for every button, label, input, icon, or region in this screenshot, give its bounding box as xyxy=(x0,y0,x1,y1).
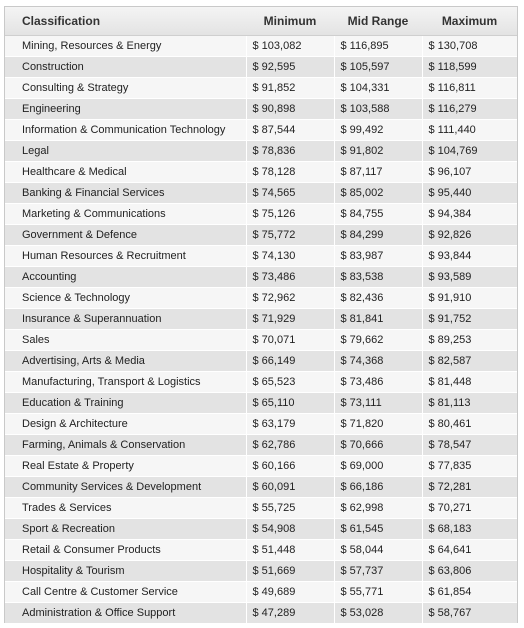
mid-range-cell: $ 73,111 xyxy=(334,392,422,413)
table-row xyxy=(5,560,517,581)
classification-cell: Design & Architecture xyxy=(5,413,246,434)
mid-range-cell: $ 73,486 xyxy=(334,371,422,392)
classification-cell: Community Services & Development xyxy=(5,476,246,497)
table-row xyxy=(5,245,517,266)
maximum-cell: $ 116,811 xyxy=(422,77,517,98)
classification-cell: Administration & Office Support xyxy=(5,602,246,623)
mid-range-cell: $ 83,987 xyxy=(334,245,422,266)
minimum-cell: $ 65,110 xyxy=(246,392,334,413)
minimum-cell: $ 92,595 xyxy=(246,56,334,77)
minimum-cell: $ 47,289 xyxy=(246,602,334,623)
minimum-cell: $ 51,669 xyxy=(246,560,334,581)
table-row xyxy=(5,329,517,350)
mid-range-cell: $ 71,820 xyxy=(334,413,422,434)
table-row xyxy=(5,581,517,602)
mid-range-cell: $ 58,044 xyxy=(334,539,422,560)
table-row xyxy=(5,392,517,413)
maximum-cell: $ 77,835 xyxy=(422,455,517,476)
maximum-cell: $ 89,253 xyxy=(422,329,517,350)
table-row xyxy=(5,119,517,140)
minimum-cell: $ 49,689 xyxy=(246,581,334,602)
classification-cell: Retail & Consumer Products xyxy=(5,539,246,560)
maximum-cell: $ 80,461 xyxy=(422,413,517,434)
table-row xyxy=(5,308,517,329)
minimum-cell: $ 74,130 xyxy=(246,245,334,266)
table-row xyxy=(5,161,517,182)
minimum-cell: $ 78,128 xyxy=(246,161,334,182)
table-header xyxy=(5,7,517,35)
header-row xyxy=(5,7,517,35)
minimum-cell: $ 73,486 xyxy=(246,266,334,287)
minimum-cell: $ 72,962 xyxy=(246,287,334,308)
mid-range-cell: $ 84,755 xyxy=(334,203,422,224)
maximum-cell: $ 58,767 xyxy=(422,602,517,623)
mid-range-cell: $ 103,588 xyxy=(334,98,422,119)
maximum-cell: $ 81,113 xyxy=(422,392,517,413)
minimum-cell: $ 75,126 xyxy=(246,203,334,224)
mid-range-cell: $ 69,000 xyxy=(334,455,422,476)
classification-cell: Banking & Financial Services xyxy=(5,182,246,203)
maximum-cell: $ 61,854 xyxy=(422,581,517,602)
classification-cell: Marketing & Communications xyxy=(5,203,246,224)
table-row xyxy=(5,287,517,308)
maximum-cell: $ 118,599 xyxy=(422,56,517,77)
classification-cell: Education & Training xyxy=(5,392,246,413)
mid-range-cell: $ 84,299 xyxy=(334,224,422,245)
maximum-cell: $ 93,844 xyxy=(422,245,517,266)
mid-range-cell: $ 53,028 xyxy=(334,602,422,623)
classification-cell: Government & Defence xyxy=(5,224,246,245)
table-row xyxy=(5,602,517,623)
maximum-cell: $ 111,440 xyxy=(422,119,517,140)
minimum-cell: $ 60,166 xyxy=(246,455,334,476)
header-maximum[interactable]: Maximum xyxy=(422,7,517,35)
classification-cell: Engineering xyxy=(5,98,246,119)
classification-cell: Insurance & Superannuation xyxy=(5,308,246,329)
minimum-cell: $ 51,448 xyxy=(246,539,334,560)
maximum-cell: $ 96,107 xyxy=(422,161,517,182)
table-row xyxy=(5,518,517,539)
mid-range-cell: $ 91,802 xyxy=(334,140,422,161)
classification-cell: Trades & Services xyxy=(5,497,246,518)
table-row xyxy=(5,497,517,518)
minimum-cell: $ 78,836 xyxy=(246,140,334,161)
classification-cell: Consulting & Strategy xyxy=(5,77,246,98)
classification-cell: Call Centre & Customer Service xyxy=(5,581,246,602)
mid-range-cell: $ 116,895 xyxy=(334,35,422,56)
mid-range-cell: $ 82,436 xyxy=(334,287,422,308)
minimum-cell: $ 65,523 xyxy=(246,371,334,392)
table-row xyxy=(5,434,517,455)
minimum-cell: $ 66,149 xyxy=(246,350,334,371)
mid-range-cell: $ 57,737 xyxy=(334,560,422,581)
table-row xyxy=(5,455,517,476)
minimum-cell: $ 55,725 xyxy=(246,497,334,518)
maximum-cell: $ 93,589 xyxy=(422,266,517,287)
table-row xyxy=(5,539,517,560)
maximum-cell: $ 78,547 xyxy=(422,434,517,455)
classification-cell: Real Estate & Property xyxy=(5,455,246,476)
maximum-cell: $ 116,279 xyxy=(422,98,517,119)
minimum-cell: $ 90,898 xyxy=(246,98,334,119)
mid-range-cell: $ 87,117 xyxy=(334,161,422,182)
table-row xyxy=(5,98,517,119)
minimum-cell: $ 75,772 xyxy=(246,224,334,245)
table-row xyxy=(5,413,517,434)
maximum-cell: $ 92,826 xyxy=(422,224,517,245)
maximum-cell: $ 91,910 xyxy=(422,287,517,308)
mid-range-cell: $ 81,841 xyxy=(334,308,422,329)
classification-cell: Science & Technology xyxy=(5,287,246,308)
classification-cell: Advertising, Arts & Media xyxy=(5,350,246,371)
minimum-cell: $ 62,786 xyxy=(246,434,334,455)
mid-range-cell: $ 79,662 xyxy=(334,329,422,350)
classification-cell: Accounting xyxy=(5,266,246,287)
maximum-cell: $ 82,587 xyxy=(422,350,517,371)
table-row xyxy=(5,77,517,98)
mid-range-cell: $ 104,331 xyxy=(334,77,422,98)
table-row xyxy=(5,266,517,287)
minimum-cell: $ 87,544 xyxy=(246,119,334,140)
maximum-cell: $ 94,384 xyxy=(422,203,517,224)
mid-range-cell: $ 99,492 xyxy=(334,119,422,140)
minimum-cell: $ 54,908 xyxy=(246,518,334,539)
mid-range-cell: $ 70,666 xyxy=(334,434,422,455)
header-minimum[interactable]: Minimum xyxy=(246,7,334,35)
classification-cell: Sales xyxy=(5,329,246,350)
maximum-cell: $ 81,448 xyxy=(422,371,517,392)
mid-range-cell: $ 55,771 xyxy=(334,581,422,602)
maximum-cell: $ 104,769 xyxy=(422,140,517,161)
mid-range-cell: $ 83,538 xyxy=(334,266,422,287)
maximum-cell: $ 72,281 xyxy=(422,476,517,497)
classification-cell: Human Resources & Recruitment xyxy=(5,245,246,266)
mid-range-cell: $ 74,368 xyxy=(334,350,422,371)
salary-table xyxy=(5,7,517,624)
table-row xyxy=(5,35,517,56)
classification-cell: Information & Communication Technology xyxy=(5,119,246,140)
table-row xyxy=(5,476,517,497)
minimum-cell: $ 71,929 xyxy=(246,308,334,329)
table-row xyxy=(5,371,517,392)
maximum-cell: $ 91,752 xyxy=(422,308,517,329)
minimum-cell: $ 91,852 xyxy=(246,77,334,98)
classification-cell: Manufacturing, Transport & Logistics xyxy=(5,371,246,392)
maximum-cell: $ 130,708 xyxy=(422,35,517,56)
maximum-cell: $ 95,440 xyxy=(422,182,517,203)
mid-range-cell: $ 62,998 xyxy=(334,497,422,518)
salary-table-container xyxy=(4,6,518,623)
minimum-cell: $ 60,091 xyxy=(246,476,334,497)
header-classification[interactable]: Classification xyxy=(5,7,246,35)
maximum-cell: $ 68,183 xyxy=(422,518,517,539)
header-mid-range[interactable]: Mid Range xyxy=(334,7,422,35)
mid-range-cell: $ 61,545 xyxy=(334,518,422,539)
mid-range-cell: $ 85,002 xyxy=(334,182,422,203)
classification-cell: Hospitality & Tourism xyxy=(5,560,246,581)
classification-cell: Legal xyxy=(5,140,246,161)
table-row xyxy=(5,140,517,161)
minimum-cell: $ 70,071 xyxy=(246,329,334,350)
table-row xyxy=(5,350,517,371)
classification-cell: Mining, Resources & Energy xyxy=(5,35,246,56)
table-body xyxy=(5,35,517,623)
classification-cell: Sport & Recreation xyxy=(5,518,246,539)
mid-range-cell: $ 66,186 xyxy=(334,476,422,497)
mid-range-cell: $ 105,597 xyxy=(334,56,422,77)
maximum-cell: $ 63,806 xyxy=(422,560,517,581)
table-row xyxy=(5,203,517,224)
maximum-cell: $ 64,641 xyxy=(422,539,517,560)
table-row xyxy=(5,56,517,77)
classification-cell: Farming, Animals & Conservation xyxy=(5,434,246,455)
minimum-cell: $ 74,565 xyxy=(246,182,334,203)
table-row xyxy=(5,224,517,245)
maximum-cell: $ 70,271 xyxy=(422,497,517,518)
minimum-cell: $ 103,082 xyxy=(246,35,334,56)
classification-cell: Healthcare & Medical xyxy=(5,161,246,182)
minimum-cell: $ 63,179 xyxy=(246,413,334,434)
classification-cell: Construction xyxy=(5,56,246,77)
table-row xyxy=(5,182,517,203)
